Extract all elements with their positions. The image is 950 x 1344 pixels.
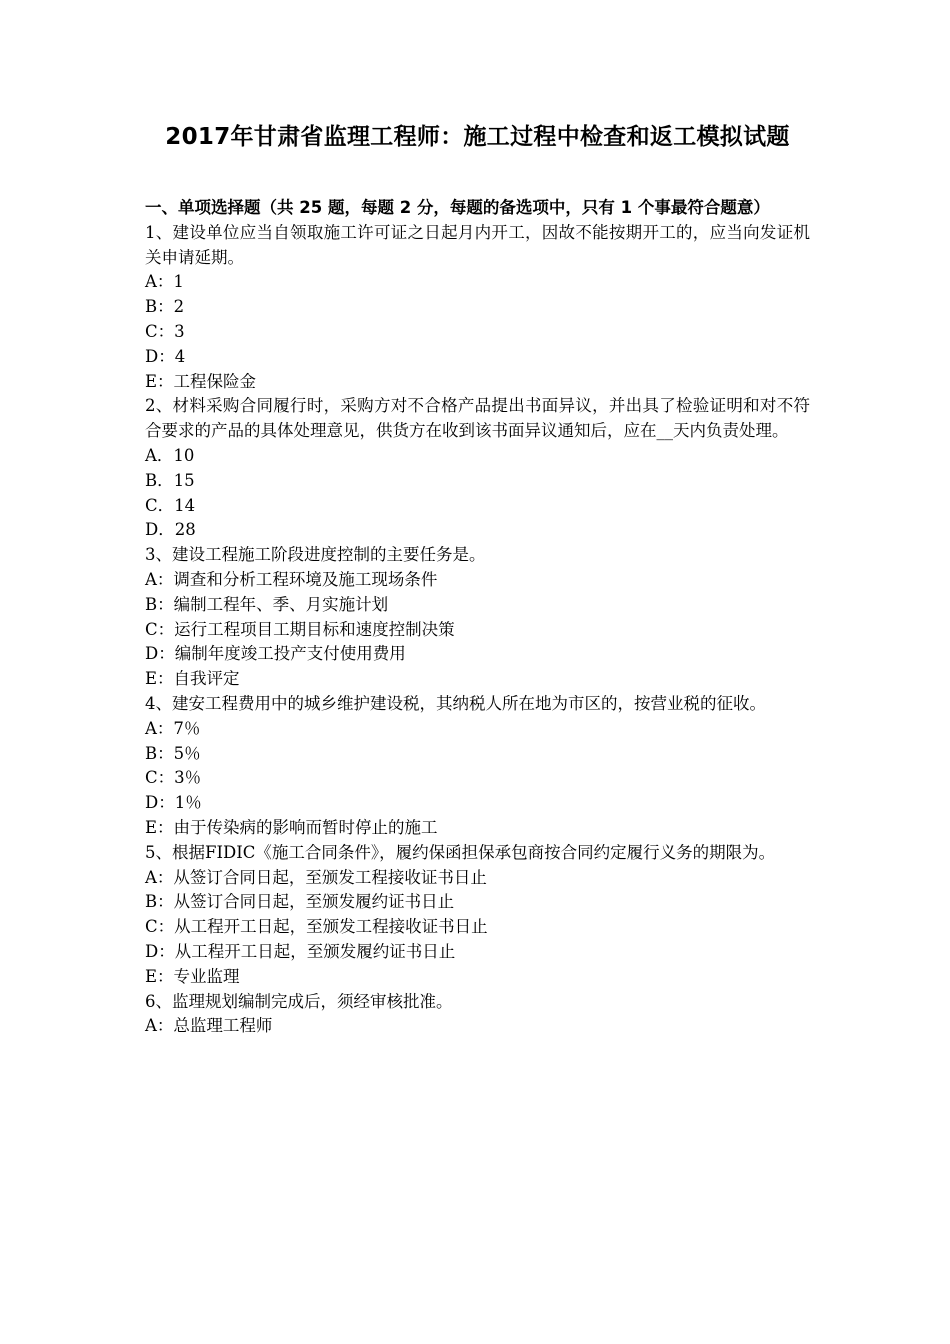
answer-option: A：从签订合同日起，至颁发工程接收证书日止	[145, 867, 487, 887]
question-block	[145, 841, 810, 990]
answer-option: A：7％	[145, 718, 201, 738]
question-stem: 2、材料采购合同履行时，采购方对不合格产品提出书面异议，并出具了检验证明和对不符合要求的产品的具体处理意见，供货方在收到该书面异议通知后，应在__天内负责处理。	[145, 396, 810, 441]
question-block	[145, 221, 810, 395]
answer-option: B．15	[145, 470, 195, 490]
answer-option: B：从签订合同日起，至颁发履约证书日止	[145, 892, 455, 912]
answer-option: E：自我评定	[145, 669, 240, 689]
question-block	[145, 543, 810, 692]
answer-option: C．14	[145, 495, 196, 515]
question-stem: 6、监理规划编制完成后，须经审核批准。	[145, 991, 453, 1011]
answer-option: B：2	[145, 297, 185, 317]
question-stem: 5、根据FIDIC《施工合同条件》，履约保函担保承包商按合同约定履行义务的期限为。	[145, 842, 776, 862]
answer-option: A：调查和分析工程环境及施工现场条件	[145, 569, 438, 589]
question-block	[145, 692, 810, 841]
question-block	[145, 394, 810, 543]
question-stem: 1、建设单位应当自领取施工许可证之日起月内开工，因故不能按期开工的，应当向发证机关申请延期。	[145, 222, 810, 267]
answer-option: D：1％	[145, 793, 202, 813]
answer-option: C：3	[145, 321, 185, 341]
question-stem: 4、建安工程费用中的城乡维护建设税，其纳税人所在地为市区的，按营业税的征收。	[145, 693, 766, 713]
answer-option: E：由于传染病的影响而暂时停止的施工	[145, 817, 438, 837]
answer-option: D．28	[145, 520, 196, 540]
answer-option: E：专业监理	[145, 966, 240, 986]
section-heading: 一、单项选择题（共 25 题，每题 2 分，每题的备选项中，只有 1 个事最符合题意）	[145, 198, 770, 217]
answer-option: C：从工程开工日起，至颁发工程接收证书日止	[145, 917, 488, 937]
answer-option: D：编制年度竣工投产支付使用费用	[145, 644, 406, 664]
answer-option: C：3％	[145, 768, 202, 788]
document-title: 2017年甘肃省监理工程师：施工过程中检查和返工模拟试题	[165, 124, 790, 150]
answer-option: C：运行工程项目工期目标和速度控制决策	[145, 619, 455, 639]
answer-option: D：4	[145, 346, 186, 366]
question-block	[145, 990, 810, 1040]
question-list	[145, 221, 810, 1039]
answer-option: A：总监理工程师	[145, 1016, 273, 1036]
answer-option: A．10	[145, 445, 195, 465]
answer-option: E：工程保险金	[145, 371, 257, 391]
answer-option: D：从工程开工日起，至颁发履约证书日止	[145, 941, 456, 961]
document-page	[145, 0, 810, 1039]
answer-option: B：5％	[145, 743, 201, 763]
answer-option: A：1	[145, 272, 184, 292]
answer-option: B：编制工程年、季、月实施计划	[145, 594, 389, 614]
question-stem: 3、建设工程施工阶段进度控制的主要任务是。	[145, 545, 486, 565]
